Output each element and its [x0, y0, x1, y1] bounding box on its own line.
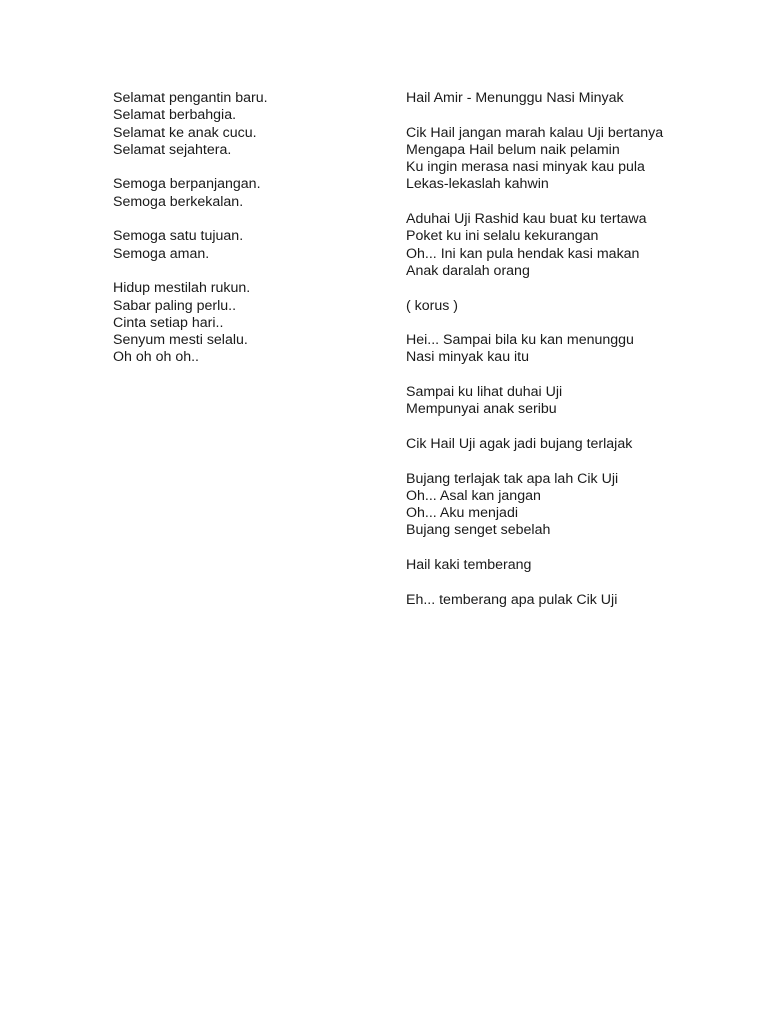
lyric-line: Mengapa Hail belum naik pelamin: [406, 141, 620, 158]
lyric-line: Semoga berpanjangan.: [113, 176, 261, 193]
right-stanza-verse-3: [406, 436, 668, 453]
right-stanza-verse-1: [406, 125, 668, 194]
right-stanza-chorus-1: [406, 332, 668, 367]
lyric-line: Selamat pengantin baru.: [113, 90, 268, 106]
lyric-line: Semoga aman.: [113, 245, 210, 262]
left-stanza-4: [113, 280, 373, 366]
lyric-line: Cik Hail Uji agak jadi bujang terlajak: [406, 435, 633, 452]
lyric-line: Ku ingin merasa nasi minyak kau pula: [406, 159, 645, 176]
lyric-line: Hei... Sampai bila ku kan menunggu: [406, 332, 634, 349]
song-title: Hail Amir - Menunggu Nasi Minyak: [406, 90, 624, 106]
lyric-line: Hidup mestilah rukun.: [113, 280, 251, 297]
lyric-line: Cinta setiap hari..: [113, 314, 224, 331]
lyric-line: Hail kaki temberang: [406, 557, 532, 574]
left-stanza-1: [113, 90, 373, 159]
right-stanza-spoken-1: [406, 557, 668, 574]
lyric-line: Sabar paling perlu..: [113, 297, 237, 314]
lyric-line: Anak daralah orang: [406, 262, 530, 279]
lyric-line: Lekas-lekaslah kahwin: [406, 176, 549, 193]
right-stanza-chorus-2: [406, 384, 668, 419]
lyric-line: Sampai ku lihat duhai Uji: [406, 384, 563, 401]
left-stanza-2: [113, 176, 373, 211]
lyric-line: Cik Hail jangan marah kalau Uji bertanya: [406, 124, 664, 141]
lyric-line: Semoga satu tujuan.: [113, 228, 244, 245]
lyric-line: Selamat ke anak cucu.: [113, 124, 257, 141]
right-stanza-verse-4: [406, 471, 668, 540]
lyric-line: Aduhai Uji Rashid kau buat ku tertawa: [406, 211, 647, 228]
right-stanza-spoken-2: [406, 592, 668, 609]
lyric-line: Oh oh oh oh..: [113, 349, 199, 366]
lyric-line: Oh... Ini kan pula hendak kasi makan: [406, 245, 640, 262]
lyric-line: Oh... Aku menjadi: [406, 505, 518, 522]
lyric-line: Mempunyai anak seribu: [406, 401, 557, 418]
lyric-line: Eh... temberang apa pulak Cik Uji: [406, 591, 618, 608]
lyric-line: Oh... Asal kan jangan: [406, 487, 541, 504]
lyric-line: Poket ku ini selalu kekurangan: [406, 228, 599, 245]
lyric-line: Selamat berbahgia.: [113, 107, 237, 124]
chorus-marker: [406, 298, 668, 315]
lyric-line: Bujang senget sebelah: [406, 522, 551, 539]
song-title-block: [406, 90, 668, 107]
lyric-line: Selamat sejahtera.: [113, 141, 232, 158]
left-stanza-3: [113, 228, 373, 263]
right-lyrics-column: [406, 90, 668, 626]
lyric-line: Nasi minyak kau itu: [406, 349, 530, 366]
lyric-line: Bujang terlajak tak apa lah Cik Uji: [406, 470, 619, 487]
left-lyrics-column: [113, 90, 373, 384]
lyric-line: ( korus ): [406, 297, 459, 314]
lyric-line: Semoga berkekalan.: [113, 193, 244, 210]
right-stanza-verse-2: [406, 211, 668, 280]
lyric-line: Senyum mesti selalu.: [113, 332, 248, 349]
